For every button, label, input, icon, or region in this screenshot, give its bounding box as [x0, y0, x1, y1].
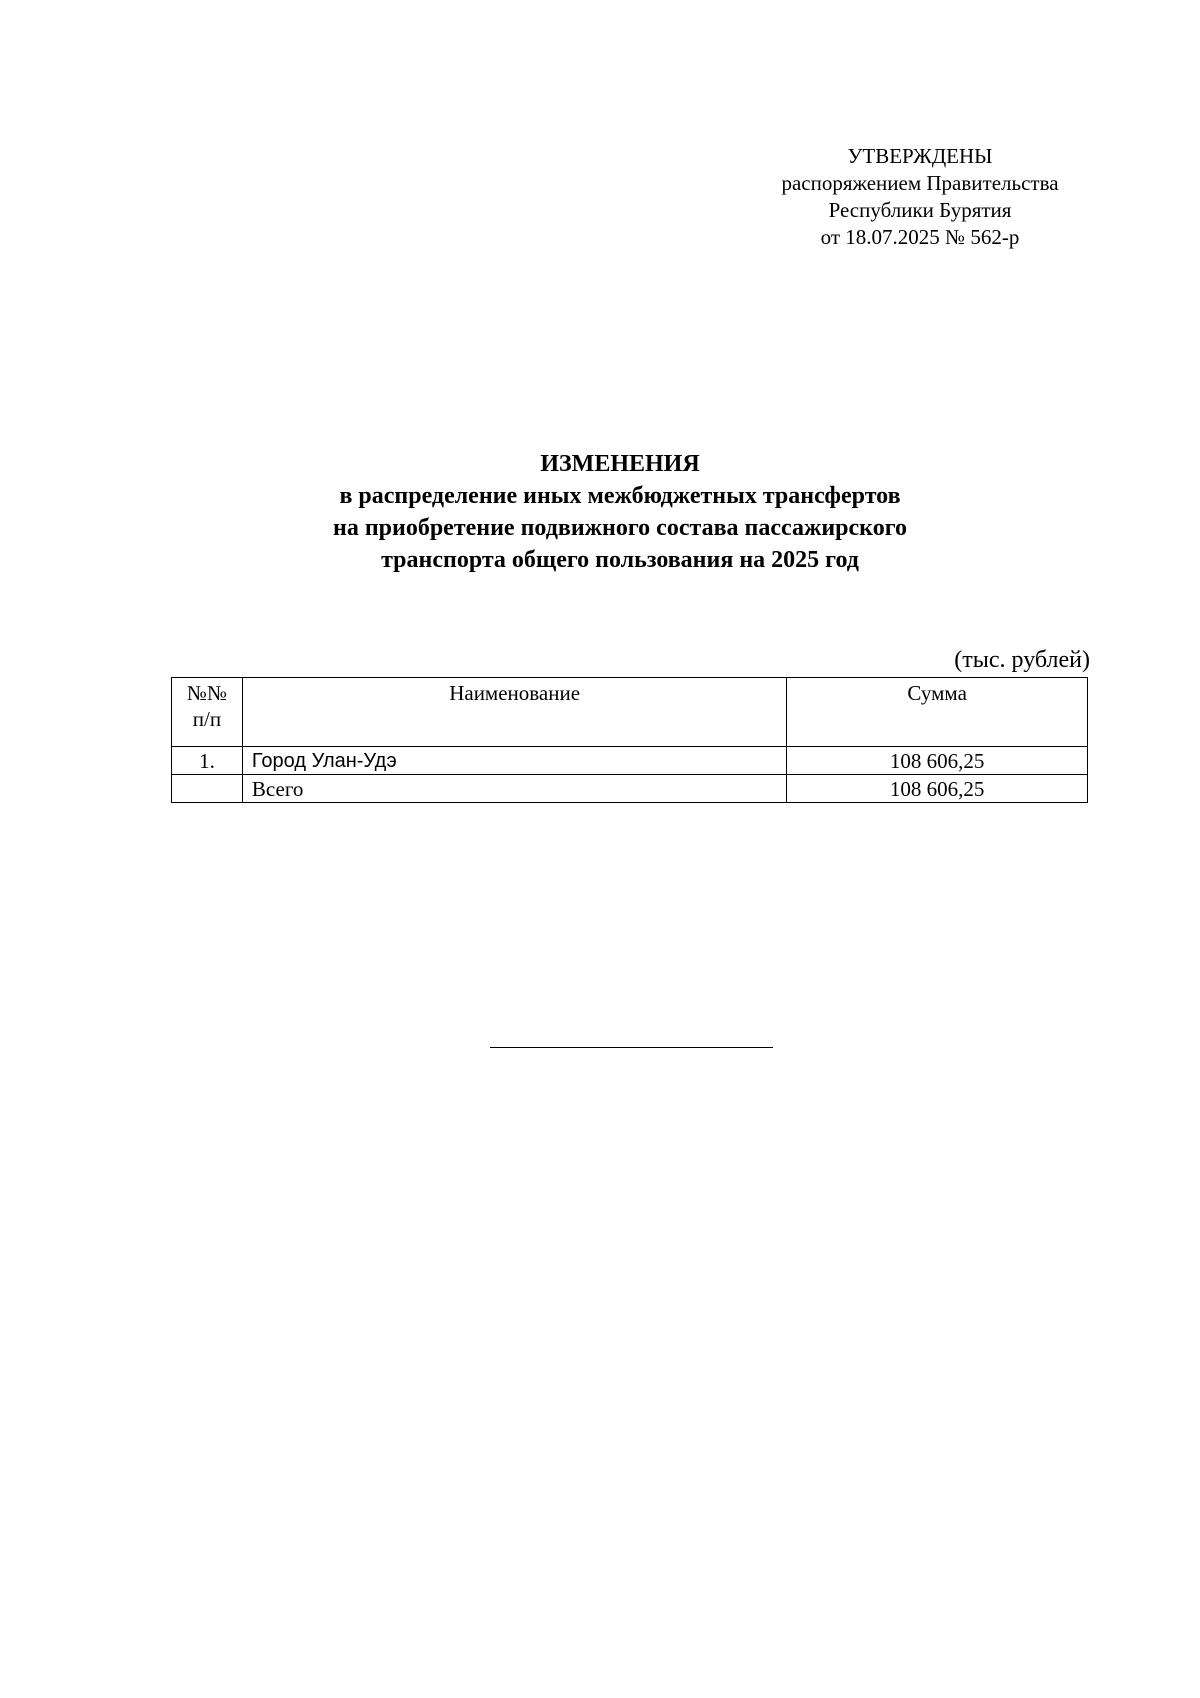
table-row — [172, 747, 1088, 775]
table-header-row — [172, 678, 1088, 747]
total-label: Всего — [242, 775, 786, 803]
document-title — [160, 448, 1080, 576]
table-total-row — [172, 775, 1088, 803]
end-divider — [490, 1047, 773, 1048]
header-sum: Сумма — [787, 678, 1088, 747]
row-sum: 108 606,25 — [787, 747, 1088, 775]
distribution-table — [171, 677, 1088, 803]
header-number-line2: п/п — [192, 707, 222, 731]
row-number: 1. — [172, 747, 243, 775]
title-line: транспорта общего пользования на 2025 год — [381, 547, 859, 573]
total-number-empty — [172, 775, 243, 803]
header-number — [172, 678, 243, 747]
approval-line: распоряжением Правительства — [781, 171, 1059, 195]
title-line: в распределение иных межбюджетных трансфертов — [339, 483, 901, 509]
approval-line: Республики Бурятия — [828, 198, 1012, 222]
units-label: (тыс. рублей) — [954, 647, 1090, 673]
row-name: Город Улан-Удэ — [242, 747, 786, 775]
approval-stamp — [740, 143, 1100, 251]
header-number-line1: №№ — [186, 681, 227, 705]
title-line: на приобретение подвижного состава пассажирского — [333, 515, 907, 541]
title-heading: ИЗМЕНЕНИЯ — [540, 451, 700, 477]
approval-date-number: от 18.07.2025 № 562-р — [820, 225, 1020, 249]
approval-heading: УТВЕРЖДЕНЫ — [847, 144, 993, 168]
total-sum: 108 606,25 — [787, 775, 1088, 803]
header-name: Наименование — [242, 678, 786, 747]
